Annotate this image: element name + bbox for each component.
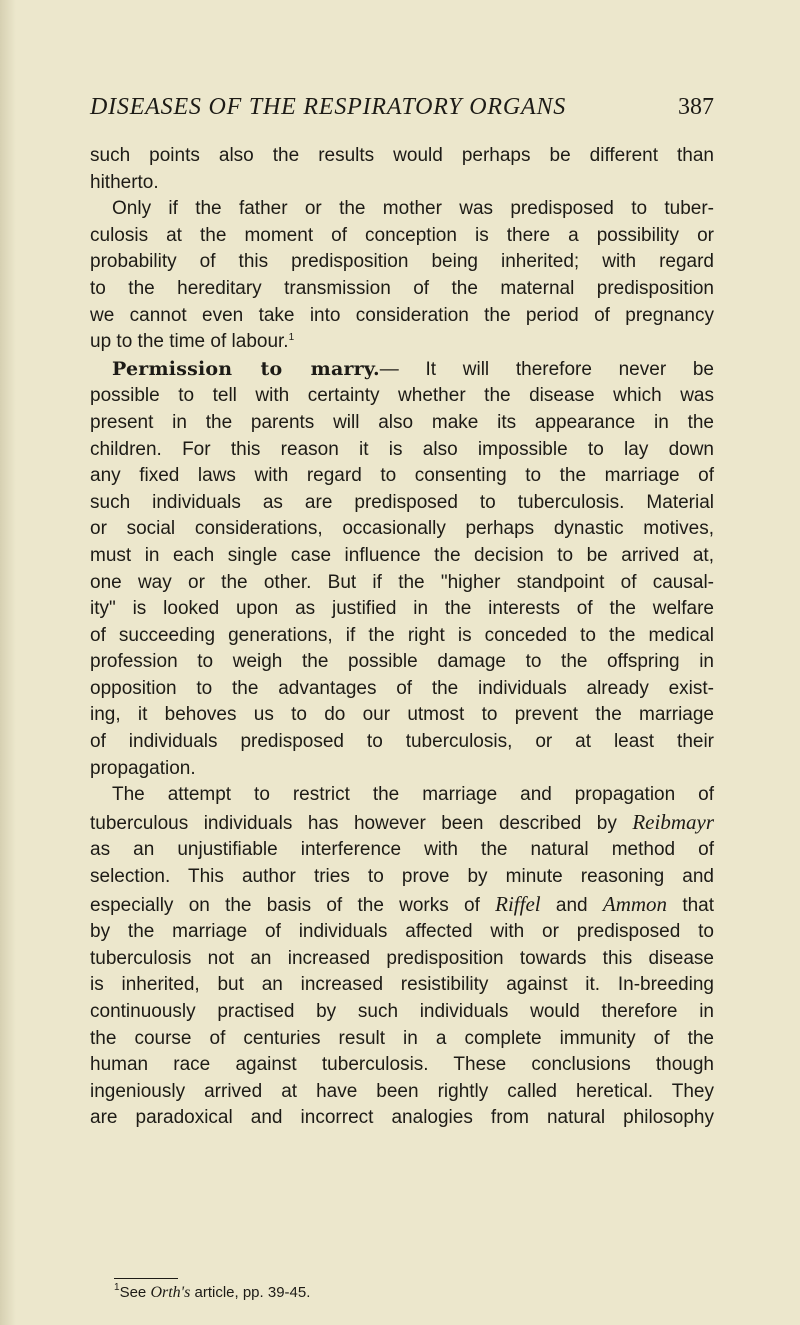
text-line: human race against tuberculosis. These conclusions though [90,1054,714,1076]
text-fragment: up to the time of labour. [90,331,289,353]
footnote-text: See [119,1284,147,1301]
text-line: as an unjustifiable interference with the natural method of [90,839,714,861]
text-line: possible to tell with certainty whether the disease which was [90,385,714,407]
text-line [90,809,714,838]
text-line: one way or the other. But if the "higher standpoint of causal- [90,571,714,593]
text-line: profession to weigh the possible damage to the offspring in [90,651,714,673]
paragraph-first-line: The attempt to restrict the marriage and propagation of [112,784,714,806]
text-line: to the hereditary transmission of the maternal predisposition [90,277,714,299]
page-edge-shadow [0,0,16,1325]
text-line: such points also the results would perhaps be different than [90,145,714,166]
text-line: ing, it behoves us to do our utmost to prevent the marriage [90,704,714,726]
text-line: of individuals predisposed to tuberculosis, or at least their [90,731,714,753]
text-line: tuberculosis not an increased predisposition towards this disease [90,947,714,969]
text-line [90,329,714,356]
text-line: culosis at the moment of conception is there a possibility or [90,224,714,246]
text-line: continuously practised by such individuals would therefore in [90,1001,714,1022]
text-line: or social considerations, occasionally perhaps dynastic motives, [90,518,714,540]
text-line: are paradoxical and incorrect analogies from natural philosophy [90,1107,714,1129]
text-line: such individuals as are predisposed to tuberculosis. Material [90,491,714,513]
text-line: any fixed laws with regard to consenting to the marriage of [90,465,714,487]
text-fragment: tuberculous individuals has however been described by [90,812,617,834]
text-line: probability of this predisposition being inherited; with regard [90,251,714,273]
text-line: the course of centuries result in a complete immunity of the [90,1027,714,1049]
page-header [90,94,714,128]
footnote-divider [114,1278,178,1279]
running-title: DISEASES OF THE RESPIRATORY ORGANS [90,94,567,120]
text-fragment: that [682,894,715,916]
text-line: must in each single case influence the decision to be arrived at, [90,544,714,566]
text-fragment: especially on the basis of the works of [90,894,480,916]
footnote-reference: 1 [288,332,295,344]
footnote-marker: 1 [114,1282,120,1293]
text-line: by the marriage of individuals affected with or predisposed to [90,921,714,943]
text-fragment: and [555,894,588,916]
paragraph-first-line [90,356,714,384]
text-line [90,891,714,920]
footnote [114,1283,310,1303]
body-text [90,143,714,1132]
author-name: Riffel [495,891,541,916]
text-line: present in the parents will also make its appearance in the [90,411,714,433]
text-line: is inherited, but an increased resistibility against it. In-breeding [90,974,714,996]
text-line: ity" is looked upon as justified in the interests of the welfare [90,598,714,620]
text-line: opposition to the advantages of the individuals already exist- [90,677,714,699]
text-line: of succeeding generations, if the right is conceded to the medical [90,624,714,646]
section-side-heading: Permission to marry. [112,357,380,380]
text-line: propagation. [90,757,196,779]
text-line: ingeniously arrived at have been rightly called heretical. They [90,1080,714,1102]
paragraph-first-line: Only if the father or the mother was predisposed to tuber- [112,198,714,220]
text-fragment: — It will therefore never be [379,358,714,380]
text-line: hitherto. [90,171,159,193]
footnote-author: Orth's [150,1284,191,1301]
author-name: Reibmayr [632,809,714,834]
page-number: 387 [678,94,714,120]
author-name: Ammon [602,891,668,916]
footnote-text: article, pp. 39-45. [194,1284,311,1301]
text-line: children. For this reason it is also impossible to lay down [90,438,714,460]
text-line: we cannot even take into consideration the period of pregnancy [90,304,714,326]
text-line: selection. This author tries to prove by minute reasoning and [90,866,714,888]
